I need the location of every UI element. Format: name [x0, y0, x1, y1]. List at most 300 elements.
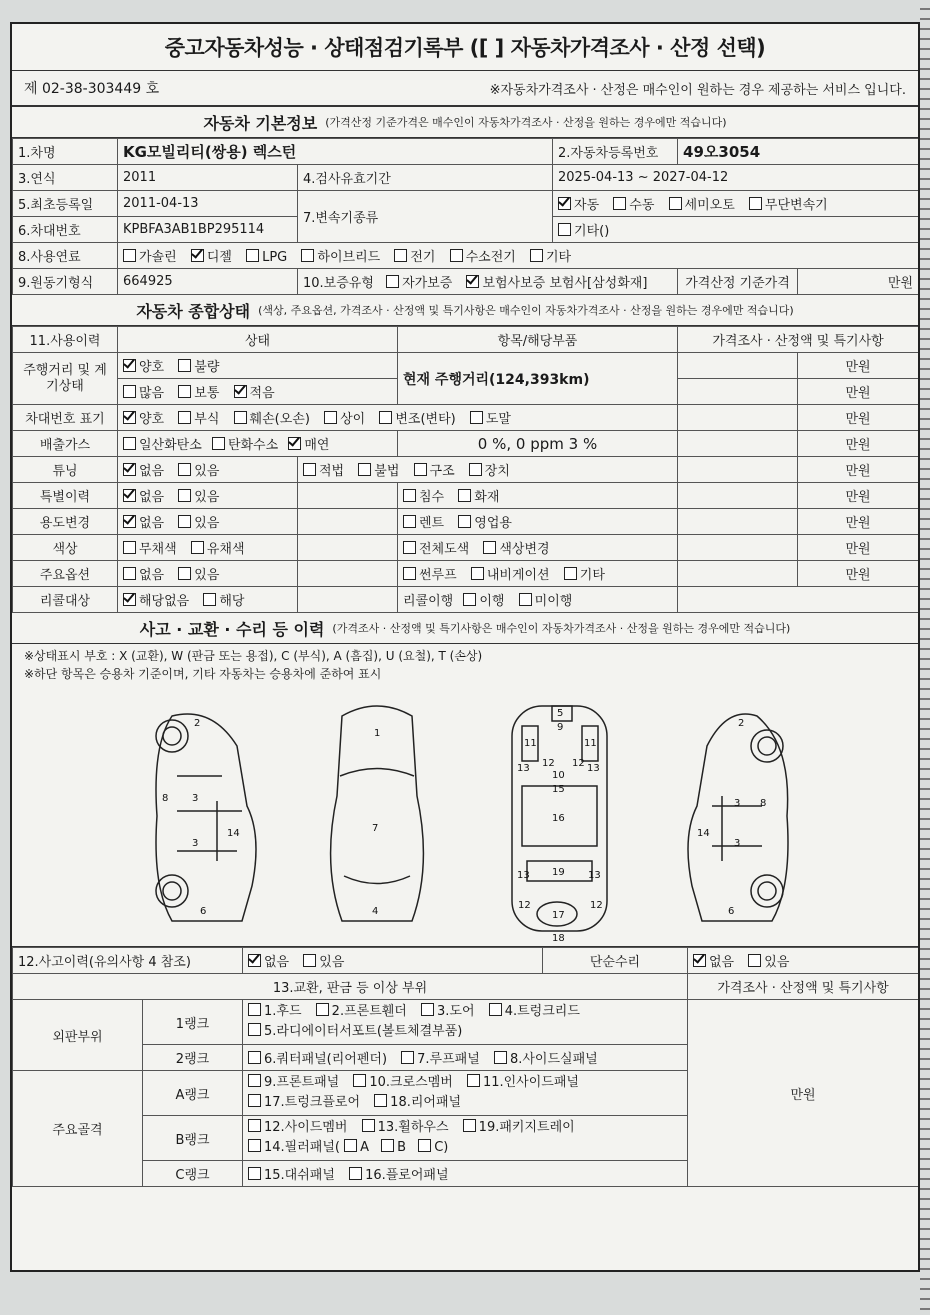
checkbox-icon — [558, 223, 571, 236]
right-rear-wheel — [751, 875, 783, 907]
emission-opts — [118, 431, 398, 457]
price-heading: 가격조사 · 산정액 및 특기사항 — [688, 974, 919, 1000]
part-wheel-house[interactable]: 13.휠하우스 — [362, 1118, 449, 1138]
vinplate-opts — [118, 405, 678, 431]
fuel-opt-diesel[interactable]: 디젤 — [191, 246, 232, 265]
diagram-label: 3 — [192, 838, 199, 849]
part-door[interactable]: 3.도어 — [421, 1002, 475, 1022]
checkbox-icon — [403, 567, 416, 580]
vinplate-label: 차대번호 표기 — [13, 405, 118, 431]
part-trunk-floor[interactable]: 17.트렁크플로어 — [248, 1093, 360, 1113]
price-unit: 만원 — [798, 509, 919, 535]
reg-no-label: 2.자동차등록번호 — [553, 139, 678, 165]
year-label: 3.연식 — [13, 165, 118, 191]
part-front-fender[interactable]: 2.프론트휀더 — [316, 1002, 407, 1022]
part-side-sill[interactable]: 8.사이드실패널 — [494, 1048, 598, 1067]
engine-label: 9.원동기형식 — [13, 269, 118, 295]
diagram-label: 2 — [194, 718, 201, 729]
left-side-view — [156, 714, 256, 921]
rankA-label: A랭크 — [143, 1071, 243, 1116]
simple-opts — [688, 948, 919, 974]
checkbox-checked-icon — [123, 359, 136, 372]
special-item-flood[interactable]: 침수 — [403, 486, 444, 505]
mileage-opt-normal[interactable]: 보통 — [178, 382, 219, 401]
checkbox-icon — [248, 1074, 261, 1087]
diagram-label: 8 — [162, 793, 169, 804]
rank2-label: 2랭크 — [143, 1045, 243, 1071]
right-side-view — [688, 714, 788, 921]
pillar-c: C) — [434, 1140, 449, 1155]
emission-opt-hc[interactable]: 탄화수소 — [212, 434, 278, 453]
trans-opts-row1 — [553, 191, 919, 217]
service-note: ※자동차가격조사 · 산정은 매수인이 원하는 경우 제공하는 서비스 입니다. — [489, 82, 906, 98]
usage-item-business[interactable]: 영업용 — [458, 512, 512, 531]
accident-heading: 사고 · 교환 · 수리 등 이력 — [139, 619, 325, 639]
checkbox-icon — [178, 385, 191, 398]
special-opt-none[interactable]: 없음 — [123, 486, 164, 505]
checkbox-icon — [178, 567, 191, 580]
diagram-label: 19 — [552, 867, 565, 878]
acc-opt-none[interactable]: 없음 — [248, 951, 289, 970]
basic-info-note: (가격산정 기준가격은 매수인이 자동차가격조사 · 산정을 원하는 경우에만 적습니다) — [325, 116, 727, 129]
pillar-panel-label: 14.필러패널( — [264, 1140, 340, 1155]
fuel-opts — [118, 243, 919, 269]
price-unit: 만원 — [798, 535, 919, 561]
warranty-opt-insurer[interactable]: 보험사보증 보험사[삼성화재] — [466, 272, 647, 291]
option-item-other[interactable]: 기타 — [564, 564, 605, 583]
rankB-row-a — [248, 1118, 682, 1138]
diagram-label: 3 — [734, 838, 741, 849]
diagram-label: 8 — [760, 798, 767, 809]
basic-info-header — [12, 106, 918, 138]
checkbox-icon — [324, 411, 337, 424]
year-value: 2011 — [118, 165, 298, 191]
color-opt-chromatic[interactable]: 유채색 — [191, 538, 245, 557]
engine-value: 664925 — [118, 269, 298, 295]
inspect-value: 2025-04-13 ~ 2027-04-12 — [553, 165, 919, 191]
vinplate-opt-damage[interactable]: 훼손(오손) — [234, 408, 310, 427]
checkbox-icon — [178, 359, 191, 372]
diagram-label: 13 — [588, 870, 601, 881]
diagram-label: 17 — [552, 910, 565, 921]
part-hood[interactable]: 1.후드 — [248, 1002, 302, 1022]
checkbox-icon — [191, 541, 204, 554]
rankA-parts — [243, 1071, 688, 1116]
price-unit: 만원 — [798, 353, 919, 379]
trans-opt-manual[interactable]: 수동 — [613, 194, 654, 213]
tuning-item-device[interactable]: 장치 — [469, 460, 510, 479]
symbol-notes — [12, 644, 918, 686]
diagram-label: 12 — [572, 758, 585, 769]
rankA-row-a — [248, 1073, 682, 1093]
status-note: (색상, 주요옵션, 가격조사 · 산정액 및 특기사항은 매수인이 자동차가격조사 · 산정을 원하는 경우에만 적습니다) — [258, 304, 794, 317]
recall-opt-yes[interactable]: 해당 — [203, 590, 244, 609]
part-side-member[interactable]: 12.사이드멤버 — [248, 1118, 347, 1138]
warranty-opt-self[interactable]: 자가보증 — [386, 272, 452, 291]
checkbox-icon — [749, 197, 762, 210]
checkbox-icon — [248, 1119, 261, 1132]
price-unit: 만원 — [798, 483, 919, 509]
checkbox-icon[interactable] — [344, 1139, 357, 1152]
pillar-b: B — [397, 1140, 407, 1155]
mileage-label: 주행거리 및 계기상태 — [13, 353, 118, 405]
tuning-items — [298, 457, 678, 483]
checkbox-icon — [123, 437, 136, 450]
checkbox-icon — [421, 1003, 434, 1016]
usage-opts — [118, 509, 298, 535]
trans-label: 7.변속기종류 — [298, 191, 553, 243]
checkbox-icon — [248, 1003, 261, 1016]
parts-heading: 13.교환, 판금 등 이상 부위 — [13, 974, 688, 1000]
col-price: 가격조사 · 산정액 및 특기사항 — [678, 327, 919, 353]
tuning-label: 튜닝 — [13, 457, 118, 483]
emission-values: 0 %, 0 ppm 3 % — [398, 431, 678, 457]
rankC-label: C랭크 — [143, 1161, 243, 1187]
recall-label: 리콜대상 — [13, 587, 118, 613]
checkbox-checked-icon — [693, 954, 706, 967]
status-header — [12, 295, 918, 326]
right-rear-hub — [758, 882, 776, 900]
checkbox-icon — [494, 1051, 507, 1064]
checkbox-icon — [458, 515, 471, 528]
checkbox-icon[interactable] — [381, 1139, 394, 1152]
checkbox-icon — [178, 411, 191, 424]
checkbox-icon — [374, 1094, 387, 1107]
fuel-opt-gasoline[interactable]: 가솔린 — [123, 246, 177, 265]
checkbox-icon — [248, 1094, 261, 1107]
checkbox-checked-icon — [288, 437, 301, 450]
checkbox-checked-icon — [466, 275, 479, 288]
car-diagram-svg — [12, 686, 918, 946]
parts-price-unit: 만원 — [688, 1000, 919, 1187]
rank1-row-a — [248, 1002, 682, 1022]
frame-label: 주요골격 — [13, 1071, 143, 1187]
option-opt-yes[interactable]: 있음 — [178, 564, 219, 583]
tuning-item-illegal[interactable]: 불법 — [358, 460, 399, 479]
diagram-label: 16 — [552, 813, 565, 824]
top-windshield — [340, 769, 414, 777]
simple-opt-none[interactable]: 없음 — [693, 951, 734, 970]
checkbox-checked-icon — [123, 489, 136, 502]
checkbox-icon — [358, 463, 371, 476]
recall-item-label: 리콜이행 — [403, 594, 454, 609]
acc-opt-yes[interactable]: 있음 — [303, 951, 344, 970]
checkbox-icon — [248, 1051, 261, 1064]
price-unit: 만원 — [798, 431, 919, 457]
mileage-opt-good[interactable]: 양호 — [123, 356, 164, 375]
checkbox-icon[interactable] — [248, 1139, 261, 1152]
checkbox-icon — [403, 489, 416, 502]
rankB-row-b — [248, 1138, 682, 1158]
diagram-label: 6 — [728, 906, 735, 917]
checkbox-icon — [301, 249, 314, 262]
checkbox-icon — [469, 463, 482, 476]
color-label: 색상 — [13, 535, 118, 561]
option-label: 주요옵션 — [13, 561, 118, 587]
left-front-wheel — [156, 720, 188, 752]
mileage-opt-few[interactable]: 적음 — [234, 382, 275, 401]
vinplate-opt-altered[interactable]: 변조(변타) — [379, 408, 455, 427]
diagram-label: 11 — [524, 738, 537, 749]
diagram-label: 12 — [542, 758, 555, 769]
checkbox-icon — [246, 249, 259, 262]
fuel-opt-lpg[interactable]: LPG — [246, 249, 287, 265]
usage-item-rent[interactable]: 렌트 — [403, 512, 444, 531]
part-inside-panel[interactable]: 11.인사이드패널 — [467, 1073, 579, 1093]
checkbox-icon — [450, 249, 463, 262]
vinplate-opt-corrosion[interactable]: 부식 — [178, 408, 219, 427]
diagram-label: 6 — [200, 906, 207, 917]
accident-header — [12, 613, 918, 644]
recall-item-not-done[interactable]: 미이행 — [519, 590, 573, 609]
pillar-a: A — [360, 1140, 370, 1155]
checkbox-icon[interactable] — [418, 1139, 431, 1152]
diagram-label: 13 — [517, 763, 530, 774]
color-item-change[interactable]: 색상변경 — [483, 538, 549, 557]
vin-value: KPBFA3AB1BP295114 — [118, 217, 298, 243]
fuel-label: 8.사용연료 — [13, 243, 118, 269]
part-quarter-panel[interactable]: 6.쿼터패널(리어펜더) — [248, 1048, 387, 1067]
trans-opts-row2 — [553, 217, 919, 243]
diagram-label: 13 — [517, 870, 530, 881]
emission-opt-co[interactable]: 일산화탄소 — [123, 434, 202, 453]
inspect-label: 4.검사유효기간 — [298, 165, 553, 191]
checkbox-icon — [303, 463, 316, 476]
diagram-label: 1 — [374, 728, 381, 739]
usage-label: 용도변경 — [13, 509, 118, 535]
tuning-opts — [118, 457, 298, 483]
vinplate-opt-diff[interactable]: 상이 — [324, 408, 365, 427]
checkbox-icon — [414, 463, 427, 476]
checkbox-icon — [669, 197, 682, 210]
base-price-unit: 만원 — [798, 269, 919, 295]
part-roof-panel[interactable]: 7.루프패널 — [401, 1048, 480, 1067]
checkbox-icon — [248, 1023, 261, 1036]
checkbox-icon — [530, 249, 543, 262]
mileage-opt-bad[interactable]: 불량 — [178, 356, 219, 375]
right-body-outline — [688, 714, 788, 921]
vin-label: 6.차대번호 — [13, 217, 118, 243]
trans-opt-semi[interactable]: 세미오토 — [669, 194, 735, 213]
part-radiator-support[interactable]: 5.라디에이터서포트(볼트체결부품) — [248, 1022, 462, 1042]
doc-subline — [12, 71, 918, 106]
rankB-label: B랭크 — [143, 1116, 243, 1161]
option-item-navigation[interactable]: 내비게이션 — [471, 564, 550, 583]
checkbox-icon — [403, 515, 416, 528]
status-heading: 자동차 종합상태 — [136, 301, 251, 321]
simple-opt-yes[interactable]: 있음 — [748, 951, 789, 970]
price-unit: 만원 — [798, 457, 919, 483]
col-state: 상태 — [118, 327, 398, 353]
checkbox-icon — [203, 593, 216, 606]
checkbox-icon — [248, 1167, 261, 1180]
price-unit: 만원 — [798, 379, 919, 405]
fuel-opt-hydrogen[interactable]: 수소전기 — [450, 246, 516, 265]
diagram-label: 12 — [590, 900, 603, 911]
special-items — [398, 483, 678, 509]
recall-item-done[interactable]: 이행 — [463, 590, 504, 609]
special-opts — [118, 483, 298, 509]
part-front-panel[interactable]: 9.프론트패널 — [248, 1073, 339, 1093]
vinplate-opt-good[interactable]: 양호 — [123, 408, 164, 427]
recall-opts — [118, 587, 298, 613]
checkbox-icon — [123, 385, 136, 398]
tuning-opt-yes[interactable]: 있음 — [178, 460, 219, 479]
checkbox-icon — [362, 1119, 375, 1132]
checkbox-icon — [467, 1074, 480, 1087]
basis-note: ※하단 항목은 승용차 기준이며, 기타 자동차는 승용차에 준하여 표시 — [24, 667, 382, 681]
diagram-label: 3 — [734, 798, 741, 809]
checkbox-checked-icon — [123, 411, 136, 424]
checkbox-icon — [483, 541, 496, 554]
recall-opt-none[interactable]: 해당없음 — [123, 590, 189, 609]
checkbox-icon — [386, 275, 399, 288]
diagram-label: 15 — [552, 784, 565, 795]
diagram-label: 18 — [552, 933, 565, 944]
checkbox-icon — [519, 593, 532, 606]
tuning-opt-none[interactable]: 없음 — [123, 460, 164, 479]
reg-no-value: 49오3054 — [678, 139, 919, 165]
part-cross-member[interactable]: 10.크로스멤버 — [353, 1073, 452, 1093]
car-name-label: 1.차명 — [13, 139, 118, 165]
special-label: 특별이력 — [13, 483, 118, 509]
usage-opt-yes[interactable]: 있음 — [178, 512, 219, 531]
vinplate-opt-painted[interactable]: 도말 — [470, 408, 511, 427]
checkbox-icon — [463, 593, 476, 606]
part-package-tray[interactable]: 19.패키지트레이 — [463, 1118, 575, 1138]
part-rear-panel[interactable]: 18.리어패널 — [374, 1093, 461, 1113]
diagram-label: 4 — [372, 906, 379, 917]
checkbox-icon — [123, 567, 136, 580]
first-reg-label: 5.최초등록일 — [13, 191, 118, 217]
checkbox-icon — [303, 954, 316, 967]
trans-opt-auto[interactable]: 자동 — [558, 194, 599, 213]
diagram-label: 7 — [372, 823, 379, 834]
page-edge-perforation — [920, 0, 930, 1315]
checkbox-icon — [212, 437, 225, 450]
top-rear-window — [344, 876, 410, 884]
checkbox-icon — [379, 411, 392, 424]
rank1-label: 1랭크 — [143, 1000, 243, 1045]
inspection-record-sheet — [10, 22, 920, 1272]
color-item-full-paint[interactable]: 전체도색 — [403, 538, 469, 557]
checkbox-icon — [178, 515, 191, 528]
checkbox-icon — [489, 1003, 502, 1016]
usage-opt-none[interactable]: 없음 — [123, 512, 164, 531]
color-opt-achromatic[interactable]: 무채색 — [123, 538, 177, 557]
recall-items — [398, 587, 678, 613]
price-unit: 만원 — [798, 561, 919, 587]
checkbox-icon — [178, 489, 191, 502]
checkbox-icon — [123, 541, 136, 554]
emission-label: 배출가스 — [13, 431, 118, 457]
diagram-label: 9 — [557, 722, 564, 733]
checkbox-checked-icon — [248, 954, 261, 967]
trans-opt-other[interactable]: 기타() — [558, 220, 609, 239]
rankC-parts — [243, 1161, 688, 1187]
left-rear-hub — [163, 882, 181, 900]
diagram-label: 11 — [584, 738, 597, 749]
usage-items — [398, 509, 678, 535]
outer-label: 외판부위 — [13, 1000, 143, 1071]
fuel-opt-electric[interactable]: 전기 — [394, 246, 435, 265]
left-front-hub — [163, 727, 181, 745]
part-dash-panel[interactable]: 15.대쉬패널 — [248, 1164, 335, 1183]
special-opt-yes[interactable]: 있음 — [178, 486, 219, 505]
rank1-parts — [243, 1000, 688, 1045]
checkbox-icon — [178, 463, 191, 476]
mileage-opts-a — [118, 353, 398, 379]
part-trunk-lid[interactable]: 4.트렁크리드 — [489, 1002, 580, 1022]
option-item-sunroof[interactable]: 썬루프 — [403, 564, 457, 583]
checkbox-icon — [403, 541, 416, 554]
warranty-cell — [298, 269, 678, 295]
checkbox-icon — [470, 411, 483, 424]
checkbox-checked-icon — [123, 593, 136, 606]
special-item-fire[interactable]: 화재 — [458, 486, 499, 505]
car-name-value: KG모빌리티(쌍용) 렉스턴 — [118, 139, 553, 165]
diagram-label: 3 — [192, 793, 199, 804]
accident-note: (가격조사 · 산정액 및 특기사항은 매수인이 자동차가격조사 · 산정을 원하는 경우에만 적습니다) — [332, 622, 791, 635]
checkbox-icon — [458, 489, 471, 502]
diagram-label: 13 — [587, 763, 600, 774]
mileage-opts-b — [118, 379, 398, 405]
emission-opt-smoke[interactable]: 매연 — [288, 434, 329, 453]
color-items — [398, 535, 678, 561]
diagram-label: 14 — [697, 828, 710, 839]
checkbox-icon — [349, 1167, 362, 1180]
color-opts — [118, 535, 298, 561]
status-table — [12, 326, 919, 613]
checkbox-icon — [234, 411, 247, 424]
checkbox-icon — [123, 249, 136, 262]
checkbox-icon — [748, 954, 761, 967]
checkbox-checked-icon — [191, 249, 204, 262]
checkbox-checked-icon — [123, 463, 136, 476]
checkbox-icon — [394, 249, 407, 262]
rank2-parts — [243, 1045, 688, 1071]
price-unit: 만원 — [798, 405, 919, 431]
rankA-row-b — [248, 1093, 682, 1113]
option-items — [398, 561, 678, 587]
tuning-item-structure[interactable]: 구조 — [414, 460, 455, 479]
acc-label: 12.사고이력(유의사항 4 참조) — [13, 948, 243, 974]
option-opt-none[interactable]: 없음 — [123, 564, 164, 583]
acc-opts — [243, 948, 543, 974]
checkbox-icon — [401, 1051, 414, 1064]
fuel-opt-hybrid[interactable]: 하이브리드 — [301, 246, 380, 265]
warranty-label: 10.보증유형 — [303, 276, 374, 291]
trans-opt-cvt[interactable]: 무단변속기 — [749, 194, 828, 213]
accident-table — [12, 947, 919, 1187]
checkbox-icon — [463, 1119, 476, 1132]
mileage-opt-many[interactable]: 많음 — [123, 382, 164, 401]
checkbox-checked-icon — [558, 197, 571, 210]
form-title: 중고자동차성능 · 상태점검기록부 ([ ] 자동차가격조사 · 산정 선택) — [12, 24, 918, 71]
rankB-parts — [243, 1116, 688, 1161]
diagram-label: 2 — [738, 718, 745, 729]
diagram-label: 12 — [518, 900, 531, 911]
checkbox-icon — [353, 1074, 366, 1087]
diagram-label: 14 — [227, 828, 240, 839]
diagram-label: 10 — [552, 770, 565, 781]
tuning-item-legal[interactable]: 적법 — [303, 460, 344, 479]
part-floor-panel[interactable]: 16.플로어패널 — [349, 1164, 448, 1183]
status-symbols-note: ※상태표시 부호 : X (교환), W (판금 또는 용접), C (부식), A (흠집), U (요철), T (손상) — [24, 649, 483, 663]
fuel-opt-other[interactable]: 기타 — [530, 246, 571, 265]
rank1-row-b — [248, 1022, 682, 1042]
checkbox-icon — [316, 1003, 329, 1016]
